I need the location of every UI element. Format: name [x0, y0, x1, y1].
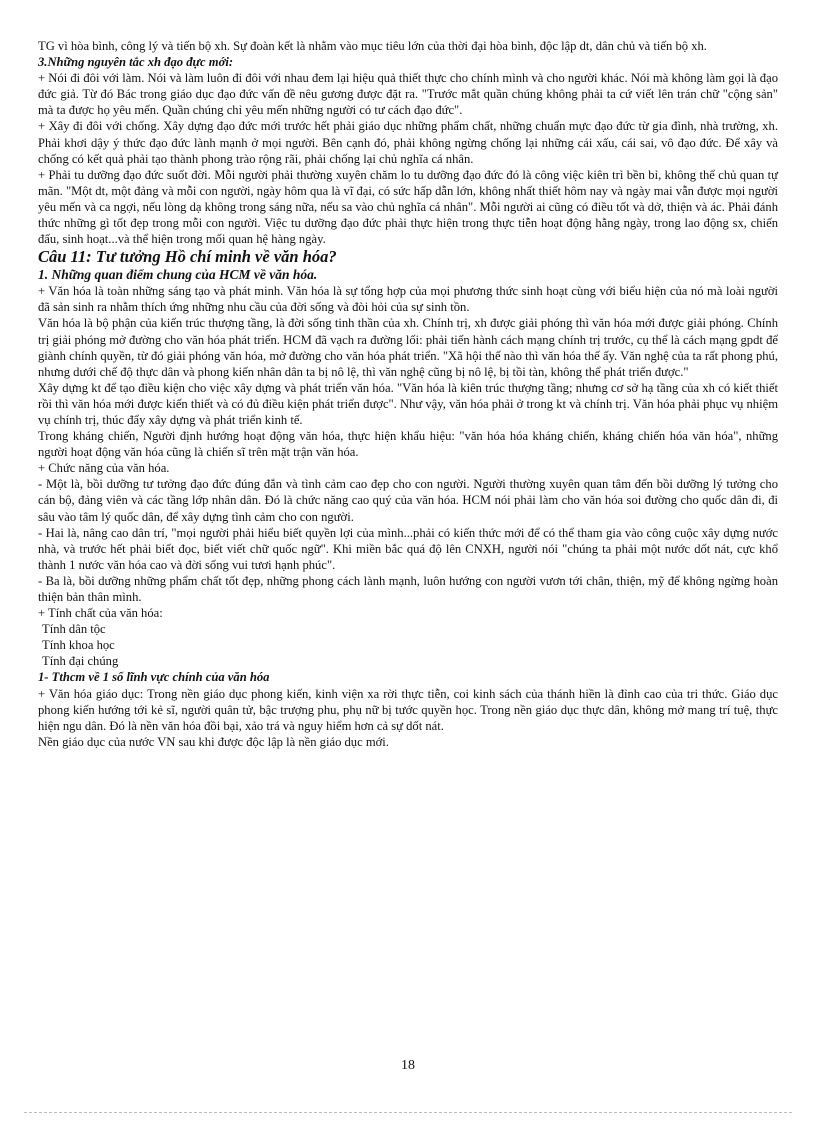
heading-question-11: Câu 11: Tư tưởng Hồ chí minh về văn hóa? [38, 247, 337, 267]
paragraph-resistance: Trong kháng chiến, Người định hướng hoạt động văn hóa, thực hiện khẩu hiệu: "văn hóa hóa kháng chiến, kháng chiến hóa văn hóa", những người hoạt động văn hóa cũng là chiến sĩ trên mặt trận văn hóa. [38, 429, 778, 460]
page-bottom-divider [24, 1112, 792, 1113]
property-scientific: Tính khoa học [42, 638, 115, 653]
paragraph-principle-1: + Nói đi đôi với làm. Nói và làm luôn đi đôi với nhau đem lại hiệu quả thiết thực cho chính mình và cho người khác. Nói mà không làm gọi là đạo đức giả. Từ đó Bác trong giáo dục đạo đức vấn đề nêu gương được đặt ra. "Trước mắt quần chúng không phải ta cứ viết lên trán chữ "cộng sản" mà ta được họ yêu mến. Quần chúng chỉ yêu mến những người có tư cách đạo đức". [38, 71, 778, 118]
paragraph-education: + Văn hóa giáo dục: Trong nền giáo dục phong kiến, kinh viện xa rời thực tiễn, coi kinh sách của thánh hiền là đỉnh cao của tri thức. Giáo dục phong kiến hướng tới kẻ sĩ, người quân tử, bậc trượng phu, phụ nữ bị tước quyền học. Trong nền giáo dục thực dân, không mở mang trí tuệ, thực hiện ngu dân. Đó là nền văn hóa đồi bại, xảo trá và nguy hiểm hơn cả sự dốt nát. [38, 686, 778, 733]
paragraph-function-2: - Hai là, nâng cao dân trí, "mọi người phải hiểu biết quyền lợi của mình...phải có kiến thức mới để có thể tham gia vào công cuộc xây dựng nước nhà, và trước hết phải biết đọc, biết viết chữ quốc ngữ". Khi miền bắc quá độ lên CNXH, người nói "chúng ta phải một nước dốt nát, cực khổ thành 1 nước văn hóa cao và đời sống vui tươi hạnh phúc". [38, 525, 778, 572]
paragraph-principle-3: + Phải tu dưỡng đạo đức suốt đời. Mỗi người phải thường xuyên chăm lo tu dưỡng đạo đức đó là công việc kiên trì bền bỉ, không thể chủ quan tự mãn. "Một dt, một đảng và mỗi con người, ngày hôm qua là vĩ đại, có sức hấp dẫn lớn, không nhất thiết hôm nay và ngày mai vẫn được mọi người yêu mến và ca ngợi, nếu lòng dạ không trong sáng nữa, nếu sa vào chủ nghĩa cá nhân". Mỗi người ai cũng có điều tốt và dở, thiện và ác. Phải đánh thức những gì tốt đẹp trong mỗi con người. Việc tu dưỡng đạo đức phải thực hiện trong thực tiễn hoạt động hằng ngày, trong lao động sx, chiến đấu, sinh hoạt...và thể hiện trong mối quan hệ hàng ngày. [38, 167, 778, 247]
property-national: Tính dân tộc [42, 622, 106, 637]
paragraph-new-education: Nền giáo dục của nước VN sau khi được độc lập là nền giáo dục mới. [38, 734, 389, 749]
paragraph-culture-definition: + Văn hóa là toàn những sáng tạo và phát minh. Văn hóa là sự tổng hợp của mọi phương thức sinh hoạt cùng với biểu hiện của nó mà loài người đã sản sinh ra nhằm thích ứng những nhu cầu của đời sống và đòi hỏi của sự sinh tồn. [38, 284, 778, 315]
property-popular: Tính đại chúng [42, 654, 119, 669]
paragraph-properties-heading: + Tính chất của văn hóa: [38, 606, 163, 621]
paragraph-intro-tail: TG vì hòa bình, công lý và tiến bộ xh. Sự đoàn kết là nhằm vào mục tiêu lớn của thời đại hòa bình, độc lập dt, dân chủ và tiến bộ xh. [38, 39, 707, 53]
document-page [38, 38, 778, 750]
paragraph-culture-superstructure: Văn hóa là bộ phận của kiến trúc thượng tầng, là đời sống tinh thần của xh. Chính trị, xh được giải phóng thì văn hóa mới được giải phóng. Chính trị giải phóng mở đường cho văn hóa phát triển. HCM đã vạch ra đường lối: phải tiến hành cách mạng chính trị trước, cụ thể là cách mạng gpdt để giành chính quyền, từ đó giải phóng văn hóa, mở đường cho văn hóa phát triển. "Xã hội thế nào thì văn hóa thế ấy. Văn nghệ của ta rất phong phú, nhưng dưới chế độ thực dân và phong kiến nhân dân ta bị nô lệ, thì văn nghệ cũng bị nô lệ, bị tồi tàn, không thể phát triển được." [38, 316, 778, 379]
paragraph-function-3: - Ba là, bồi dưỡng những phẩm chất tốt đẹp, những phong cách lành mạnh, luôn hướng con người vươn tới chân, thiện, mỹ để không ngừng hoàn thiện bản thân mình. [38, 573, 778, 604]
paragraph-culture-economy: Xây dựng kt để tạo điều kiện cho việc xây dựng và phát triển văn hóa. "Văn hóa là kiên trúc thượng tầng; nhưng cơ sở hạ tầng của xh có kiết thiết rồi thì văn hóa mới được kiến thiết và có đủ điều kiện phát triển được". Như vậy, văn hóa phải ở trong kt và chính trị. Văn hóa phải phục vụ nhiệm vụ chính trị, thúc đẩy xây dựng và phát triển kinh tế. [38, 380, 778, 427]
page-number: 18 [401, 1058, 415, 1073]
paragraph-function-1: - Một là, bồi dưỡng tư tưởng đạo đức đúng đắn và tình cảm cao đẹp cho con người. Người thường xuyên quan tâm đến bồi dưỡng lý tưởng cho cán bộ, đảng viên và các tầng lớp nhân dân. Đó là chức năng cao quý của văn hóa. HCM nói phải làm cho văn hóa soi đường cho quốc dân đi, đi sâu vào tâm lý quốc dân, để xây dựng tình cảm cho con người. [38, 477, 778, 524]
heading-principles: 3.Những nguyên tắc xh đạo đực mới: [38, 55, 234, 70]
heading-general-views: 1. Những quan điểm chung của HCM về văn hóa. [38, 267, 318, 283]
paragraph-functions-heading: + Chức năng của văn hóa. [38, 461, 170, 476]
paragraph-principle-2: + Xây đi đôi với chống. Xây dựng đạo đức mới trước hết phải giáo dục những phẩm chất, những chuẩn mực đạo đức từ gia đình, nhà trường, xh. Phải khơi dậy ý thức đạo đức lành mạnh ở mọi người. Bên cạnh đó, phải không ngừng chống lại những cái xấu, cái sai, vô đạo đức. Để xây và chống có kết quả phải tạo thành phong trào rộng rãi, phải chống lại chủ nghĩa cá nhân. [38, 119, 778, 166]
heading-main-fields: 1- Tthcm về 1 số lĩnh vực chính của văn hóa [38, 670, 270, 685]
